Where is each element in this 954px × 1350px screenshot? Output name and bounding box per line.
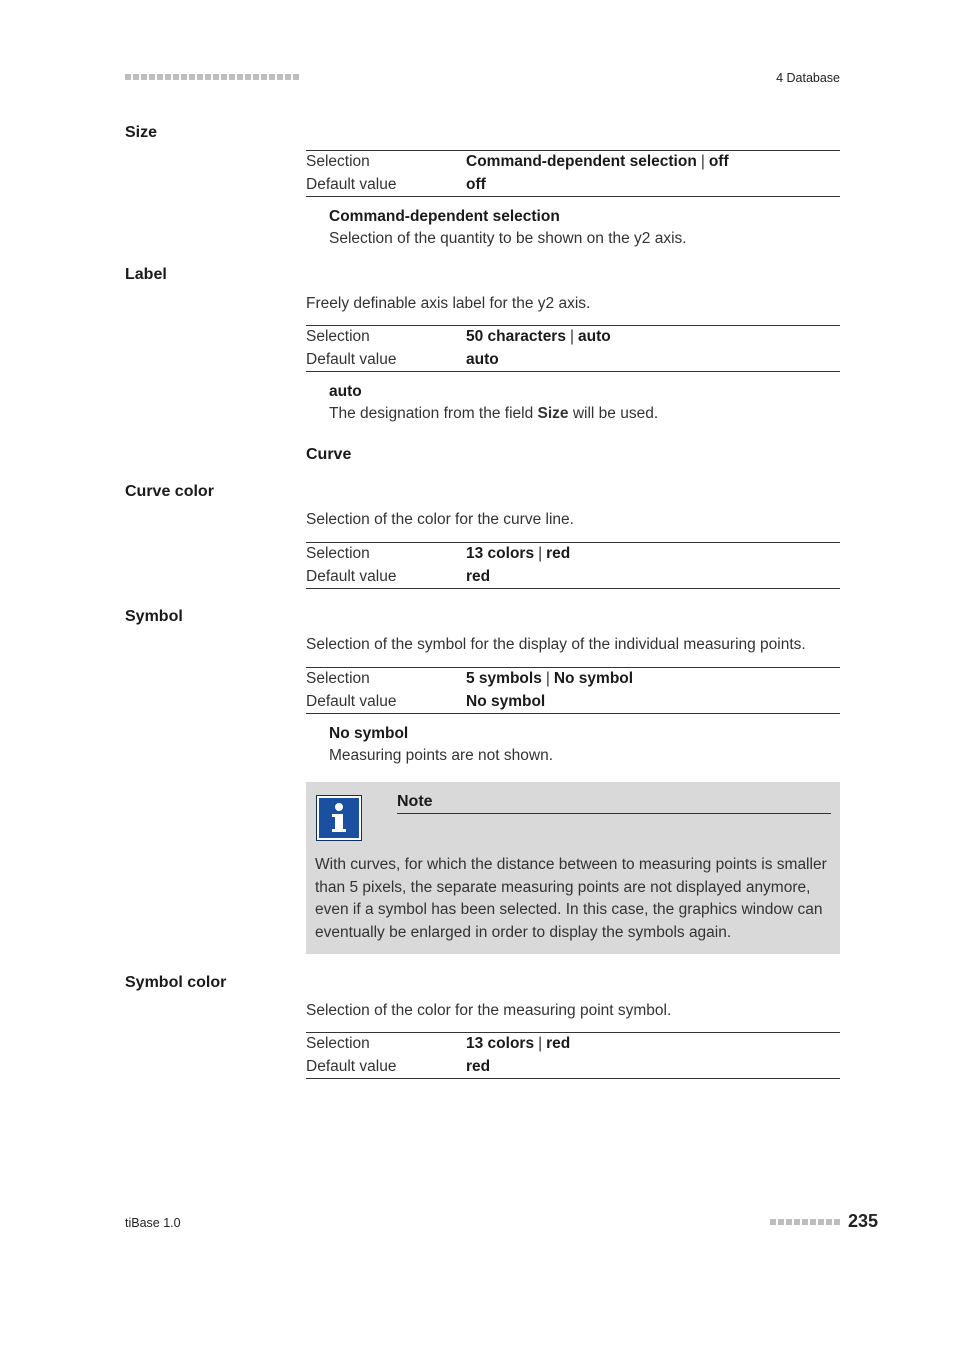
selection-value: 13 colors | red bbox=[466, 1035, 571, 1052]
option-description: The designation from the field Size will be used. bbox=[329, 405, 659, 422]
table-row bbox=[306, 1056, 840, 1079]
label-option bbox=[329, 381, 839, 425]
symbol-table bbox=[306, 667, 840, 714]
selection-label: Selection bbox=[306, 328, 370, 345]
info-icon-graphic bbox=[317, 796, 361, 840]
info-icon bbox=[316, 795, 362, 841]
curve-color-description: Selection of the color for the curve line. bbox=[306, 511, 574, 528]
label-table bbox=[306, 325, 840, 372]
option-title: No symbol bbox=[329, 725, 409, 742]
default-label: Default value bbox=[306, 567, 397, 585]
symbol-color-table bbox=[306, 1032, 840, 1079]
selection-value: 5 symbols | No symbol bbox=[466, 670, 634, 687]
symbol-color-description: Selection of the color for the measuring point symbol. bbox=[306, 1002, 672, 1019]
option-title: Command-dependent selection bbox=[329, 208, 560, 225]
option-title: auto bbox=[329, 383, 362, 400]
size-option bbox=[329, 206, 839, 250]
note-box bbox=[306, 782, 840, 954]
size-table bbox=[306, 150, 840, 197]
symbol-description: Selection of the symbol for the display of the individual measuring points. bbox=[306, 636, 806, 653]
option-description: Measuring points are not shown. bbox=[329, 747, 554, 764]
default-value: red bbox=[466, 567, 491, 585]
footer-page bbox=[700, 1211, 878, 1232]
selection-label: Selection bbox=[306, 545, 370, 562]
table-row bbox=[306, 691, 840, 714]
note-text: With curves, for which the distance between to measuring points is smaller than 5 pixels, the separate measuring points are not displayed anymore, even if a symbol has been selected. In this case, the graphics window can eventually be enlarged in order to display the symbols again. bbox=[315, 856, 827, 941]
table-row bbox=[306, 349, 840, 372]
selection-value: Command-dependent selection | off bbox=[466, 153, 729, 170]
page-number: 235 bbox=[847, 1211, 878, 1231]
symbol-color-heading: Symbol color bbox=[125, 974, 227, 991]
header-decoration bbox=[125, 74, 301, 80]
selection-value: 50 characters | auto bbox=[466, 328, 611, 345]
table-row bbox=[306, 668, 840, 691]
curve-color-heading: Curve color bbox=[125, 483, 214, 500]
size-heading: Size bbox=[125, 124, 158, 141]
default-label: Default value bbox=[306, 350, 397, 368]
header-section-title: 4 Database bbox=[776, 71, 840, 85]
table-row bbox=[306, 174, 840, 197]
symbol-option bbox=[329, 723, 839, 767]
table-row bbox=[306, 326, 840, 349]
default-value: off bbox=[466, 175, 486, 193]
footer-product: tiBase 1.0 bbox=[125, 1216, 181, 1230]
selection-value: 13 colors | red bbox=[466, 545, 571, 562]
label-description: Freely definable axis label for the y2 axis. bbox=[306, 295, 591, 312]
default-value: auto bbox=[466, 350, 499, 368]
label-heading: Label bbox=[125, 266, 167, 283]
default-value: red bbox=[466, 1057, 491, 1075]
selection-label: Selection bbox=[306, 153, 370, 170]
note-title: Note bbox=[397, 793, 831, 814]
table-row bbox=[306, 543, 840, 566]
table-row bbox=[306, 1033, 840, 1056]
selection-label: Selection bbox=[306, 1035, 370, 1052]
default-value: No symbol bbox=[466, 692, 546, 710]
symbol-heading: Symbol bbox=[125, 608, 183, 625]
default-label: Default value bbox=[306, 1057, 397, 1075]
option-description: Selection of the quantity to be shown on the y2 axis. bbox=[329, 230, 687, 247]
curve-heading: Curve bbox=[306, 446, 352, 463]
selection-label: Selection bbox=[306, 670, 370, 687]
footer-decoration bbox=[770, 1219, 842, 1225]
curve-color-table bbox=[306, 542, 840, 589]
table-row bbox=[306, 151, 840, 174]
table-row bbox=[306, 566, 840, 589]
default-label: Default value bbox=[306, 692, 397, 710]
default-label: Default value bbox=[306, 175, 397, 193]
